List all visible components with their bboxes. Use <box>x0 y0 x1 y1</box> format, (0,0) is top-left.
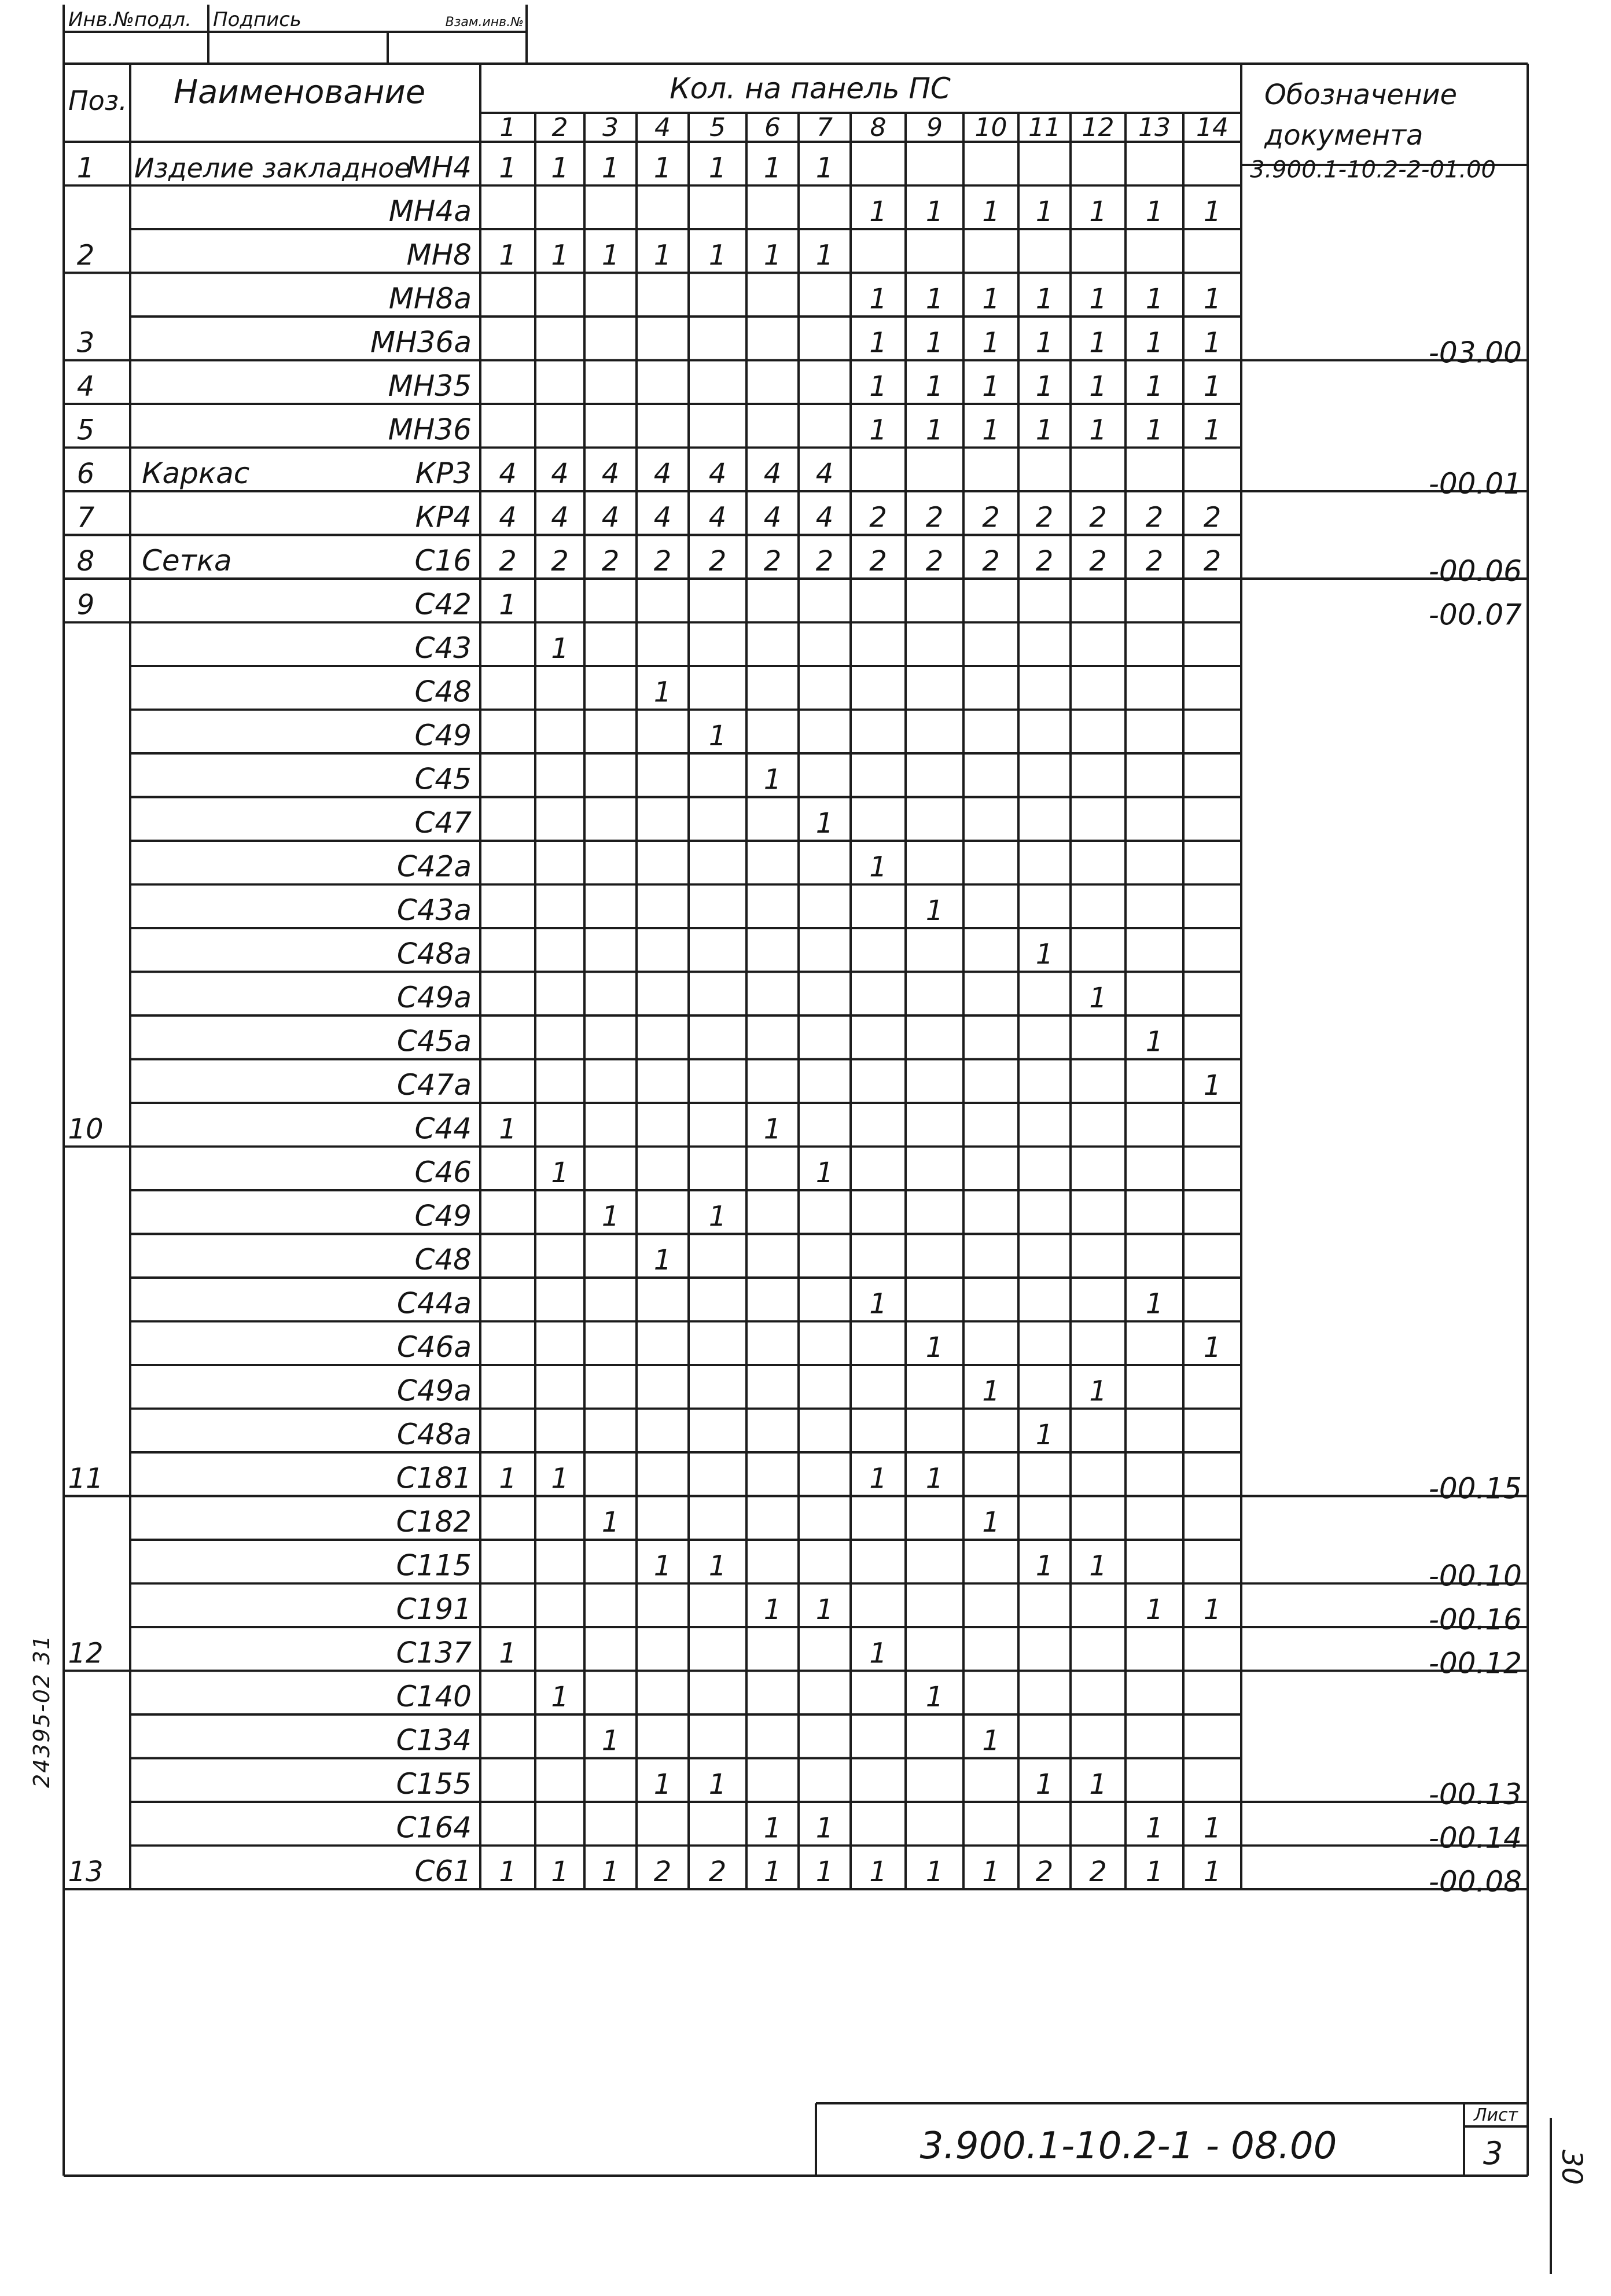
row-mark: С45 <box>414 762 472 796</box>
qty-cell: 1 <box>1145 1856 1164 1888</box>
archive-number: 24395-02 31 <box>29 1634 54 1788</box>
qty-cell: 1 <box>551 1856 569 1888</box>
panel-number: 9 <box>926 113 943 142</box>
qty-cell: 1 <box>1089 414 1107 447</box>
edge-number: 30 <box>1555 2150 1588 2185</box>
qty-cell: 2 <box>925 501 944 534</box>
qty-cell: 1 <box>1145 370 1164 403</box>
qty-cell: 1 <box>551 1157 569 1189</box>
panel-number: 8 <box>870 113 887 142</box>
row-mark: С49 <box>414 1199 472 1233</box>
qty-cell: 1 <box>1203 370 1222 403</box>
qty-cell: 1 <box>869 414 887 447</box>
panel-number: 10 <box>974 113 1007 142</box>
row-mark: С44 <box>414 1112 472 1146</box>
qty-cell: 1 <box>499 1637 517 1670</box>
panel-number: 2 <box>551 113 568 142</box>
qty-cell: 1 <box>1089 1768 1107 1801</box>
row-mark: С164 <box>396 1811 472 1845</box>
row-pos: 13 <box>68 1856 104 1888</box>
row-group: Каркас <box>142 457 250 490</box>
qty-cell: 1 <box>869 326 887 359</box>
row-mark: С43а <box>396 893 472 927</box>
qty-cell: 1 <box>925 326 944 359</box>
qty-cell: 1 <box>982 414 1000 447</box>
panel-number: 7 <box>816 113 833 142</box>
qty-cell: 1 <box>1145 1025 1164 1058</box>
qty-cell: 1 <box>982 196 1000 228</box>
qty-cell: 1 <box>925 1856 944 1888</box>
row-mark: С140 <box>396 1680 472 1713</box>
row-designation: 3.900.1-10.2-2-01.00 <box>1250 156 1496 183</box>
header-name: Наименование <box>174 73 426 111</box>
qty-cell: 1 <box>1035 938 1054 971</box>
qty-cell: 4 <box>551 501 569 534</box>
row-mark: С48 <box>414 675 472 709</box>
qty-cell: 1 <box>1203 1856 1222 1888</box>
qty-cell: 1 <box>982 1856 1000 1888</box>
row-mark: КР3 <box>415 457 472 490</box>
qty-cell: 2 <box>1035 545 1054 577</box>
qty-cell: 1 <box>1089 326 1107 359</box>
row-mark: С45а <box>396 1024 472 1058</box>
qty-cell: 1 <box>1145 1287 1164 1320</box>
qty-cell: 1 <box>925 370 944 403</box>
qty-cell: 1 <box>982 370 1000 403</box>
row-mark: МН36 <box>388 413 472 447</box>
qty-cell: 2 <box>763 545 782 577</box>
qty-cell: 4 <box>601 501 620 534</box>
qty-cell: 2 <box>869 501 887 534</box>
row-mark: С44а <box>396 1286 472 1320</box>
row-mark: С46а <box>396 1330 472 1364</box>
qty-cell: 1 <box>763 1856 782 1888</box>
stamp-inv-label: Инв.№подл. <box>68 8 192 31</box>
row-mark: С16 <box>414 544 472 577</box>
row-mark: С191 <box>396 1592 472 1626</box>
qty-cell: 2 <box>499 545 517 577</box>
panel-number: 1 <box>499 113 516 142</box>
qty-cell: 1 <box>1089 1375 1107 1408</box>
row-designation: -00.16 <box>1428 1603 1522 1636</box>
qty-cell: 1 <box>1089 1550 1107 1583</box>
qty-cell: 1 <box>601 239 620 272</box>
qty-cell: 1 <box>1035 1768 1054 1801</box>
row-mark: С48а <box>396 937 472 971</box>
row-mark: С46 <box>414 1156 472 1189</box>
row-mark: МН8 <box>406 238 472 272</box>
qty-cell: 1 <box>499 1856 517 1888</box>
stamp-third-label: Взам.инв.№ <box>445 15 524 30</box>
row-mark: С115 <box>396 1548 472 1583</box>
qty-cell: 1 <box>551 239 569 272</box>
qty-cell: 1 <box>601 1856 620 1888</box>
qty-cell: 1 <box>1145 196 1164 228</box>
qty-cell: 1 <box>925 1681 944 1713</box>
qty-cell: 2 <box>1145 545 1164 577</box>
qty-cell: 1 <box>925 895 944 927</box>
row-mark: С49 <box>414 719 472 752</box>
qty-cell: 4 <box>601 458 620 490</box>
row-pos: 9 <box>76 588 95 621</box>
qty-cell: 1 <box>869 370 887 403</box>
qty-cell: 1 <box>1145 1594 1164 1626</box>
qty-cell: 1 <box>653 1244 672 1276</box>
qty-cell: 4 <box>653 458 672 490</box>
panel-number: 6 <box>764 113 781 142</box>
qty-cell: 1 <box>601 1724 620 1757</box>
header-document: документа <box>1264 119 1424 152</box>
qty-cell: 1 <box>499 1113 517 1146</box>
qty-cell: 2 <box>1035 501 1054 534</box>
row-mark: МН4а <box>388 194 472 228</box>
qty-cell: 1 <box>551 1681 569 1713</box>
qty-cell: 1 <box>708 720 727 752</box>
panel-number: 14 <box>1196 113 1229 142</box>
qty-cell: 1 <box>1145 414 1164 447</box>
qty-cell: 2 <box>1145 501 1164 534</box>
qty-cell: 2 <box>925 545 944 577</box>
sheet-number: 3 <box>1483 2135 1503 2172</box>
document-code: 3.900.1-10.2-1 - 08.00 <box>919 2125 1337 2168</box>
qty-cell: 1 <box>653 1768 672 1801</box>
row-mark: С61 <box>414 1855 472 1888</box>
qty-cell: 1 <box>763 239 782 272</box>
qty-cell: 1 <box>763 763 782 796</box>
qty-cell: 1 <box>551 152 569 185</box>
row-pos: 8 <box>76 545 95 577</box>
qty-cell: 4 <box>551 458 569 490</box>
row-mark: КР4 <box>415 500 472 534</box>
qty-cell: 4 <box>499 501 517 534</box>
qty-cell: 2 <box>1203 501 1222 534</box>
qty-cell: 2 <box>1035 1856 1054 1888</box>
qty-cell: 1 <box>653 676 672 709</box>
row-mark: С137 <box>396 1636 472 1670</box>
qty-cell: 1 <box>869 1462 887 1495</box>
qty-cell: 2 <box>551 545 569 577</box>
row-mark: С181 <box>396 1461 472 1495</box>
panel-number: 12 <box>1082 113 1115 142</box>
panel-number: 11 <box>1028 113 1061 142</box>
qty-cell: 2 <box>653 545 672 577</box>
row-mark: С42а <box>396 849 472 884</box>
qty-cell: 1 <box>925 1462 944 1495</box>
qty-cell: 2 <box>1089 501 1107 534</box>
qty-cell: 1 <box>982 283 1000 315</box>
row-designation: -00.15 <box>1428 1471 1522 1506</box>
qty-cell: 2 <box>601 545 620 577</box>
panel-number: 3 <box>602 113 619 142</box>
row-group: Сетка <box>142 544 232 577</box>
qty-cell: 1 <box>925 1331 944 1364</box>
row-pos: 5 <box>76 414 95 447</box>
qty-cell: 1 <box>815 239 834 272</box>
qty-cell: 1 <box>1035 196 1054 228</box>
row-pos: 1 <box>76 152 95 185</box>
qty-cell: 1 <box>653 239 672 272</box>
qty-cell: 1 <box>763 1812 782 1845</box>
qty-cell: 1 <box>551 632 569 665</box>
row-mark: С134 <box>396 1723 472 1757</box>
row-mark: С42 <box>414 587 472 621</box>
qty-cell: 2 <box>869 545 887 577</box>
row-designation: -00.01 <box>1428 467 1522 501</box>
qty-cell: 1 <box>815 152 834 185</box>
qty-cell: 1 <box>982 1375 1000 1408</box>
row-pos: 11 <box>68 1462 104 1495</box>
qty-cell: 1 <box>1203 1812 1222 1845</box>
qty-cell: 1 <box>925 283 944 315</box>
qty-cell: 1 <box>1203 283 1222 315</box>
qty-cell: 1 <box>815 1856 834 1888</box>
header-designation: Обозначение <box>1264 79 1458 111</box>
qty-cell: 1 <box>1035 326 1054 359</box>
row-mark: МН35 <box>388 369 472 403</box>
qty-cell: 1 <box>1035 1419 1054 1451</box>
row-designation: -00.07 <box>1428 598 1522 632</box>
qty-cell: 1 <box>653 1550 672 1583</box>
row-mark: МН8а <box>388 282 472 315</box>
qty-cell: 1 <box>869 851 887 884</box>
qty-cell: 2 <box>653 1856 672 1888</box>
qty-cell: 1 <box>708 1550 727 1583</box>
qty-cell: 1 <box>1035 283 1054 315</box>
row-pos: 3 <box>76 326 95 359</box>
row-mark: С43 <box>414 631 472 665</box>
qty-cell: 1 <box>1203 414 1222 447</box>
qty-cell: 1 <box>1145 283 1164 315</box>
row-mark: С48 <box>414 1243 472 1276</box>
stamp-sign-label: Подпись <box>213 8 301 31</box>
qty-cell: 1 <box>708 1200 727 1233</box>
row-mark: С47 <box>414 806 472 840</box>
qty-cell: 1 <box>653 152 672 185</box>
panel-number: 4 <box>654 113 671 142</box>
qty-cell: 4 <box>763 458 782 490</box>
row-pos: 2 <box>76 239 95 272</box>
qty-cell: 1 <box>982 1506 1000 1539</box>
qty-cell: 1 <box>1089 196 1107 228</box>
qty-cell: 1 <box>925 414 944 447</box>
row-mark: С49а <box>396 1374 472 1408</box>
qty-cell: 1 <box>1145 326 1164 359</box>
qty-cell: 1 <box>815 1157 834 1189</box>
qty-cell: 1 <box>551 1462 569 1495</box>
qty-cell: 4 <box>763 501 782 534</box>
qty-cell: 1 <box>499 588 517 621</box>
row-pos: 7 <box>76 501 95 534</box>
qty-cell: 4 <box>815 501 834 534</box>
row-pos: 10 <box>68 1113 104 1146</box>
qty-cell: 1 <box>815 1594 834 1626</box>
qty-cell: 1 <box>499 239 517 272</box>
row-mark: С155 <box>396 1767 472 1801</box>
qty-cell: 4 <box>653 501 672 534</box>
qty-cell: 1 <box>1145 1812 1164 1845</box>
qty-cell: 1 <box>1035 370 1054 403</box>
row-designation: -00.12 <box>1428 1646 1522 1680</box>
row-pos: 4 <box>76 370 95 403</box>
sheet-label: Лист <box>1473 2105 1518 2125</box>
qty-cell: 1 <box>601 152 620 185</box>
row-designation: -00.14 <box>1428 1821 1522 1855</box>
qty-cell: 4 <box>708 458 727 490</box>
row-pos: 12 <box>68 1637 104 1670</box>
row-designation: -00.13 <box>1428 1778 1522 1811</box>
qty-cell: 1 <box>1203 1069 1222 1102</box>
qty-cell: 1 <box>982 1724 1000 1757</box>
qty-cell: 1 <box>708 1768 727 1801</box>
header-qty: Кол. на панель ПС <box>670 72 951 105</box>
qty-cell: 1 <box>982 326 1000 359</box>
qty-cell: 1 <box>1089 283 1107 315</box>
row-mark: МН36а <box>370 325 472 359</box>
row-mark: С182 <box>396 1505 472 1539</box>
row-designation: -00.06 <box>1428 554 1522 588</box>
qty-cell: 1 <box>601 1506 620 1539</box>
qty-cell: 4 <box>708 501 727 534</box>
qty-cell: 1 <box>815 1812 834 1845</box>
row-mark: МН4 <box>406 150 472 185</box>
qty-cell: 1 <box>708 239 727 272</box>
qty-cell: 4 <box>815 458 834 490</box>
qty-cell: 1 <box>763 1594 782 1626</box>
qty-cell: 1 <box>499 152 517 185</box>
qty-cell: 2 <box>1089 1856 1107 1888</box>
qty-cell: 1 <box>1203 1331 1222 1364</box>
qty-cell: 1 <box>869 1856 887 1888</box>
qty-cell: 1 <box>1035 414 1054 447</box>
qty-cell: 1 <box>1089 982 1107 1014</box>
qty-cell: 1 <box>601 1200 620 1233</box>
panel-number: 13 <box>1138 113 1171 142</box>
qty-cell: 1 <box>1203 196 1222 228</box>
qty-cell: 1 <box>1089 370 1107 403</box>
qty-cell: 2 <box>982 501 1000 534</box>
header-pos: Поз. <box>68 85 127 116</box>
row-designation: -00.08 <box>1428 1865 1522 1898</box>
qty-cell: 2 <box>708 545 727 577</box>
row-group: Изделие закладное <box>134 152 411 184</box>
qty-cell: 1 <box>499 1462 517 1495</box>
row-mark: С47а <box>396 1068 472 1102</box>
qty-cell: 1 <box>869 196 887 228</box>
qty-cell: 1 <box>763 152 782 185</box>
qty-cell: 2 <box>1089 545 1107 577</box>
qty-cell: 1 <box>763 1113 782 1146</box>
qty-cell: 1 <box>1035 1550 1054 1583</box>
row-designation: -03.00 <box>1428 336 1522 370</box>
row-mark: С49а <box>396 981 472 1014</box>
qty-cell: 1 <box>869 283 887 315</box>
qty-cell: 2 <box>1203 545 1222 577</box>
qty-cell: 1 <box>1203 1594 1222 1626</box>
row-mark: С48а <box>396 1418 472 1451</box>
qty-cell: 2 <box>815 545 834 577</box>
row-designation: -00.10 <box>1428 1559 1522 1593</box>
qty-cell: 1 <box>815 807 834 840</box>
qty-cell: 1 <box>1203 326 1222 359</box>
qty-cell: 1 <box>925 196 944 228</box>
qty-cell: 1 <box>869 1637 887 1670</box>
row-pos: 6 <box>76 458 95 490</box>
qty-cell: 1 <box>708 152 727 185</box>
qty-cell: 2 <box>982 545 1000 577</box>
qty-cell: 4 <box>499 458 517 490</box>
qty-cell: 1 <box>869 1287 887 1320</box>
panel-number: 5 <box>709 113 726 142</box>
qty-cell: 2 <box>708 1856 727 1888</box>
